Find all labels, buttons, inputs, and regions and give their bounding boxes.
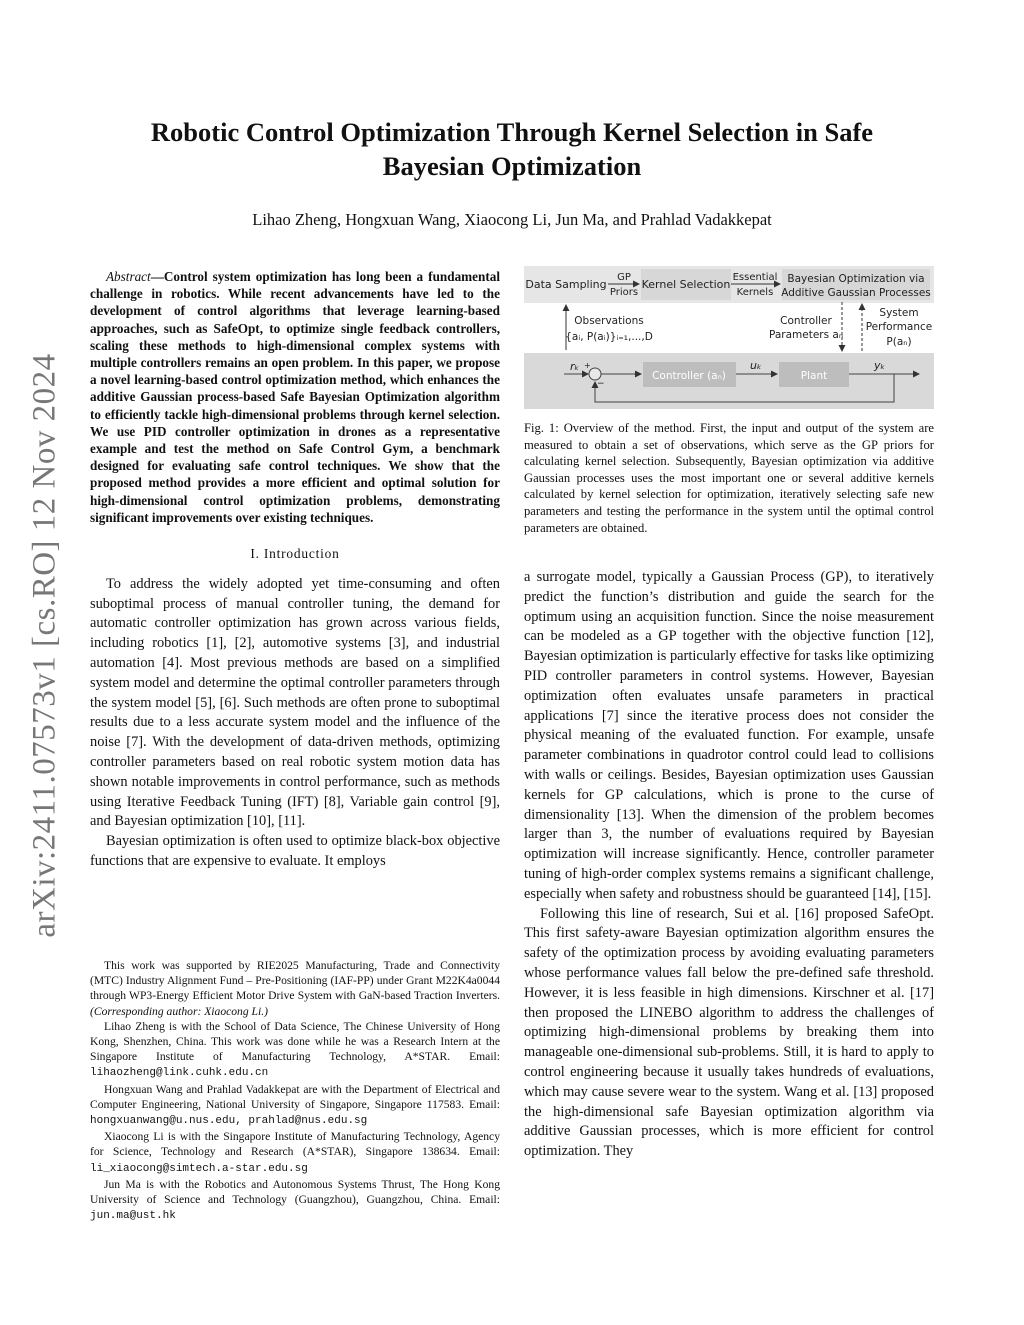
title-line-1: Robotic Control Optimization Through Kernel Selection in Safe bbox=[150, 117, 874, 147]
intro-paragraph: To address the widely adopted yet time-consuming and often suboptimal process of manual controller tuning, the demand for automatic controller optimization has grown across various fields, including robotics [1], [2], automotive systems [3], and industrial automation [4]. Most previous methods are based on a simplified system model and determine the optimal controller parameters through the system model [5], [6]. Such methods are often prone to suboptimal results due to a less accurate system model and the influence of the noise [7]. With the development of data-driven methods, optimizing controller parameters based on real robotic system motion data has shown notable improvements in control performance, such as methods using Iterative Feedback Tuning (IFT) [8], Variable gain control [9], and Bayesian optimization [10], [11]. bbox=[90, 575, 500, 830]
abstract bbox=[90, 268, 500, 526]
abstract-lead: Abstract bbox=[106, 269, 151, 284]
arxiv-identifier-text: arXiv:2411.07573v1 [cs.RO] 12 Nov 2024 bbox=[26, 352, 63, 938]
intro-paragraph: a surrogate model, typically a Gaussian Process (GP), to iteratively predict the function’s distribution and guide the search for the optimum using an acquisition function. Since the noise measurement can be modeled as a GP together with the objective function [12], Bayesian optimization is particularly effective for tasks like optimizing PID controller parameters in control systems. However, Bayesian optimization often evaluates unsafe parameters in practical applications [7] since the iterative process does not consider the physical meaning of the evaluated function. For example, unsafe parameter combinations in quadrotor control could lead to collisions with walls or ceilings. Besides, Bayesian optimization uses Gaussian kernels for GP calculations, which is prone to the curse of dimensionality [13]. When the dimension of the problem becomes larger than 3, the number of evaluations required by Bayesian optimization will increase significantly. Hence, controller parameter tuning of high-order complex systems remains a significant challenge, especially when safety and robustness should be guaranteed [14], [15]. bbox=[524, 569, 934, 902]
essential-label: Essential bbox=[732, 272, 778, 283]
method-overview-figure bbox=[524, 262, 934, 412]
system-label: System bbox=[879, 307, 919, 319]
footnote-li-text: Xiaocong Li is with the Singapore Institute of Manufacturing Technology, Agency for Science, Technology and Research (A*STAR), Singapore 138634. Email: bbox=[90, 1130, 500, 1159]
kernels-label: Kernels bbox=[736, 287, 774, 298]
footnote-funding bbox=[90, 958, 500, 1019]
arxiv-identifier bbox=[20, 345, 70, 945]
controller-parameters-label-1: Controller bbox=[780, 315, 832, 327]
footnote-funding-text: This work was supported by RIE2025 Manufacturing, Trade and Connectivity (MTC) Industry Alignment Fund – Pre-Positioning (IAF-PP) under Grant M22K4a0044 through WP3-Energy Efficient Motor Drive System with GaN-based Traction Inverters. bbox=[90, 959, 500, 1003]
footnote-wang-email: hongxuanwang@u.nus.edu, prahlad@nus.edu.sg bbox=[90, 1115, 368, 1128]
performance-label: Performance bbox=[865, 321, 933, 333]
footnote-corresponding-author: (Corresponding author: Xiaocong Li.) bbox=[90, 1004, 268, 1018]
reference-signal-label: rₖ bbox=[570, 360, 580, 373]
minus-sign: − bbox=[597, 379, 605, 389]
left-column bbox=[90, 268, 500, 872]
right-column bbox=[524, 568, 934, 1162]
intro-paragraph: Following this line of research, Sui et al. [16] proposed SafeOpt. This first safety-aware Bayesian optimization algorithm ensures the safety of the optimization process by avoiding evaluating parameters whose performance values fall below the pre-defined safe threshold. However, it is less feasible in high dimensions. Kirschner et al. [17] then proposed the LINEBO algorithm to address the challenges of optimizing high-dimensional problems by breaking them into manageable one-dimensional sub-problems. Still, it is hard to apply to control engineering because it usually takes hundreds of evaluations, which may cause severe wear to the system. Wang et al. [13] proposed the high-dimensional safe Bayesian optimization algorithm via additive Gaussian processes, which is more efficient for control optimization. They bbox=[524, 905, 934, 1160]
priors-label: Priors bbox=[609, 287, 639, 298]
controller-parameters-label-2: Parameters aₙ bbox=[768, 329, 844, 341]
method-overview-diagram bbox=[524, 262, 934, 412]
footnote-ma-email: jun.ma@ust.hk bbox=[90, 1210, 176, 1223]
footnote-li-email: li_xiaocong@simtech.a-star.edu.sg bbox=[90, 1162, 308, 1175]
footnote-wang-text: Hongxuan Wang and Prahlad Vadakkepat are with the Department of Electrical and Computer Engineering, National University of Singapore, Singapore 117583. Email: bbox=[90, 1082, 500, 1111]
footnotes bbox=[90, 958, 500, 1224]
footnote-affiliation-wang bbox=[90, 1082, 500, 1130]
abstract-text: Control system optimization has long been a fundamental challenge in robotics. While recent advancements have led to the development of control algorithms that leverage learning-based approaches, such as SafeOpt, to optimize single feedback controllers, scaling these methods to high-dimensional complex systems with multiple controllers remains an open problem. In this paper, we propose a novel learning-based control optimization method, which enhances the additive Gaussian process-based Safe Bayesian Optimization algorithm to efficiently tackle high-dimensional problems through kernel selection. We use PID controller optimization in drones as a representative example and test the method on Safe Control Gym, a benchmark designed for evaluating safe control techniques. We show that the proposed method provides a more efficient and optimal solution for high-dimensional control optimization problems, demonstrating significant improvements over existing techniques. bbox=[90, 269, 500, 525]
data-sampling-label: Data Sampling bbox=[525, 278, 607, 291]
kernel-selection-label: Kernel Selection bbox=[641, 278, 731, 291]
plus-sign: + bbox=[584, 361, 591, 370]
figure-caption bbox=[524, 420, 934, 536]
footnote-zheng-text: Lihao Zheng is with the School of Data Science, The Chinese University of Hong Kong, Shenzhen, China. This work was done while he was a Research Intern at the Singapore Institute of Manufacturing Technology, A*STAR. Email: bbox=[90, 1019, 500, 1064]
title-line-2: Bayesian Optimization bbox=[382, 151, 642, 181]
intro-paragraph: Bayesian optimization is often used to optimize black-box objective functions that are expensive to evaluate. It employs bbox=[90, 833, 500, 869]
bayesian-optimization-label-1: Bayesian Optimization via bbox=[787, 273, 925, 285]
author-list: Lihao Zheng, Hongxuan Wang, Xiaocong Li, Jun Ma, and Prahlad Vadakkepat bbox=[252, 210, 772, 229]
observation-set-label: {aᵢ, P(aᵢ)}ᵢ₌₁,...,D bbox=[565, 331, 653, 343]
controller-block-label: Controller (aₙ) bbox=[652, 370, 726, 382]
output-signal-label: yₖ bbox=[874, 359, 886, 372]
bayesian-optimization-label-2: Additive Gaussian Processes bbox=[781, 287, 931, 299]
abstract-dash: — bbox=[150, 269, 164, 284]
plant-block-label: Plant bbox=[800, 370, 828, 382]
figure-caption-text: Fig. 1: Overview of the method. First, the input and output of the system are measured to obtain a set of observations, which serve as the GP priors for calculating kernel selection. Subsequently, Bayesian optimization via additive Gaussian processes uses the most important one or several additive kernels calculated by kernel selection for optimization, iteratively selecting safe new parameters and testing the performance in the system until the optimal control parameters are obtained. bbox=[524, 421, 934, 535]
gp-label: GP bbox=[617, 272, 631, 283]
performance-value-label: P(aₙ) bbox=[886, 336, 912, 348]
footnote-ma-text: Jun Ma is with the Robotics and Autonomous Systems Thrust, The Hong Kong University of Science and Technology (Guangzhou), Guangzhou, China. Email: bbox=[90, 1177, 500, 1207]
footnote-affiliation-ma bbox=[90, 1177, 500, 1225]
footnote-affiliation-zheng bbox=[90, 1019, 500, 1082]
section-heading-introduction: I. Introduction bbox=[250, 546, 340, 562]
observations-label: Observations bbox=[574, 315, 644, 327]
control-signal-label: uₖ bbox=[750, 359, 762, 372]
footnote-zheng-email: lihaozheng@link.cuhk.edu.cn bbox=[90, 1067, 269, 1080]
footnote-affiliation-li bbox=[90, 1129, 500, 1177]
paper-title bbox=[110, 115, 914, 183]
